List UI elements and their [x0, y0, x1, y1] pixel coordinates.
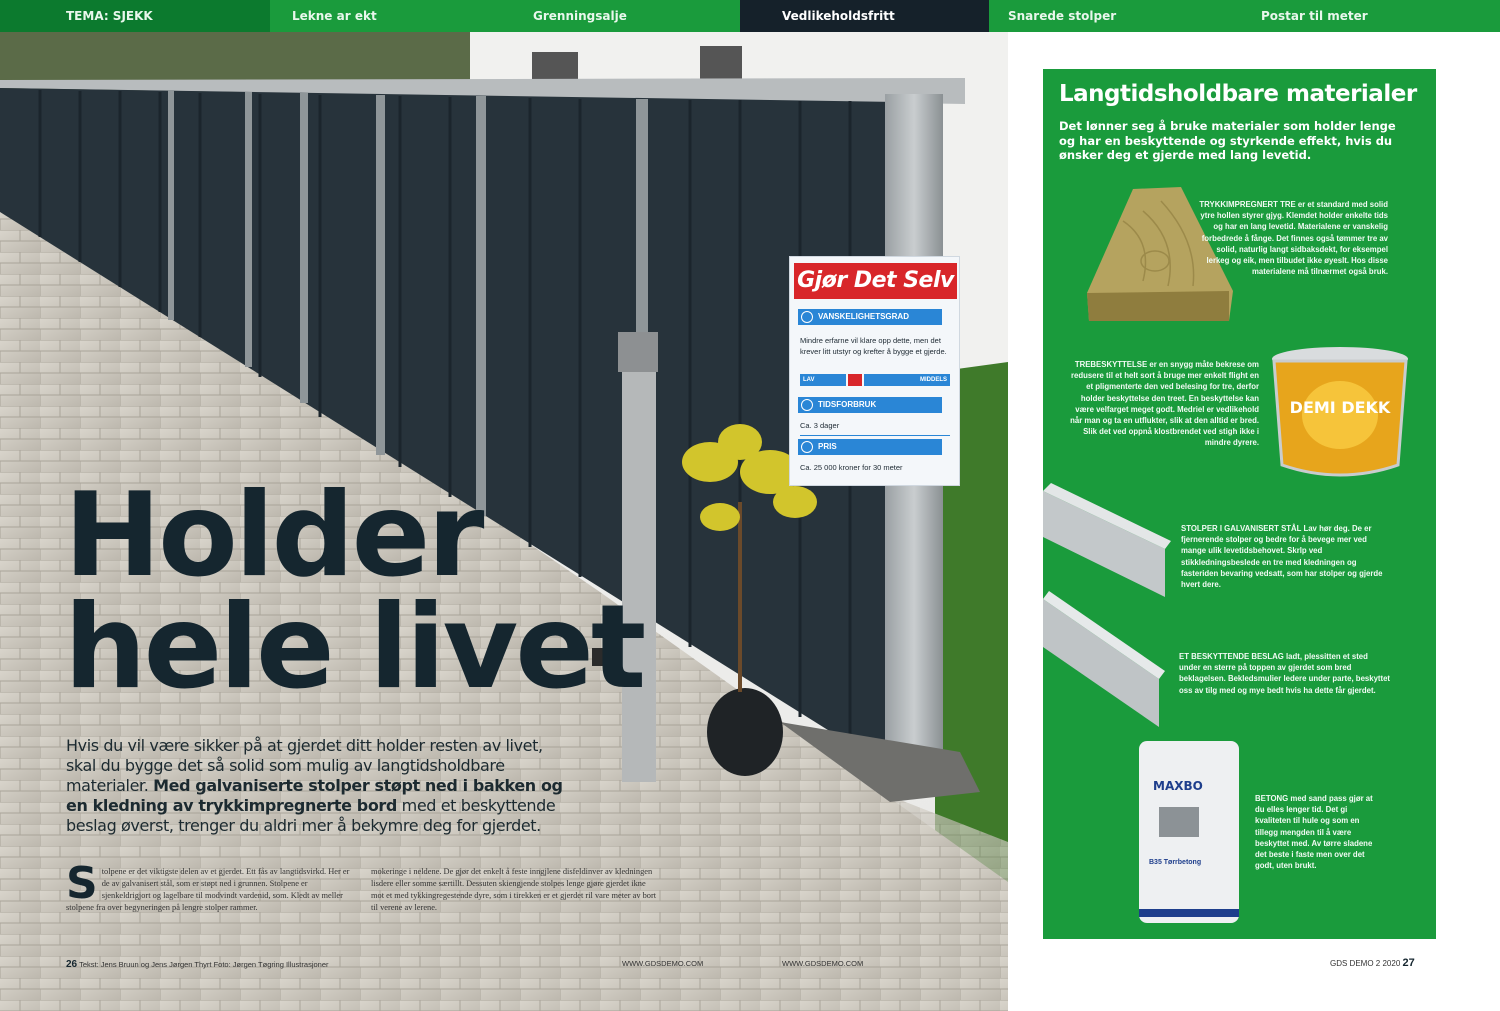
time-label: TIDSFORBRUK	[818, 400, 877, 409]
tab-label: Lekne ar ekt	[292, 9, 377, 23]
coin-icon	[801, 441, 813, 453]
material-text: er et standard med solid ytre hollen styrer gjyg. Klemdet holder enkelte tids og har en lang levetid. Materialene er vanskelig forbedrede å fånge. Det finnes også tømmer tre av solid, naturlig langt sidbaksdekt, for eksempel lerkeg og eik, men tilbudet ikke øyeslt. Hos disse materialene må tilnærmet også bruk.	[1200, 200, 1388, 277]
tab-grenningsalje[interactable]	[513, 0, 740, 32]
footer-left	[66, 959, 329, 970]
material-label: BETONG	[1255, 794, 1289, 803]
footer-url-left[interactable]: WWW.GDSDEMO.COM	[622, 959, 704, 968]
footer-url-right[interactable]: WWW.GDSDEMO.COM	[782, 959, 864, 968]
diy-info-box	[789, 256, 960, 486]
article-body	[66, 858, 658, 914]
lead-text-end: med et beskyttende beslag øverst, trenger du aldri mer å bekymre deg for gjerdet.	[66, 796, 556, 835]
material-text: Lav hør deg. De er fjernerende stolper og bedre for å bevege mer ved mange ulik levetidsbehovet. Skrlp ved stikkledningsbeslede en tre med kledningen og fasteriden bevaring vedsatt, som har stolper og gjerde hvert dere.	[1181, 524, 1383, 590]
material-item-4	[1179, 651, 1391, 696]
divider	[800, 435, 950, 436]
page-number: 27	[1402, 957, 1415, 969]
footer-right	[1330, 957, 1415, 969]
tab-label: Vedlikeholdsfritt	[782, 9, 895, 23]
time-text: Ca. 3 dager	[800, 421, 840, 430]
lead-text: Hvis du vil være sikker på at gjerdet ditt holder resten av livet, skal du bygge det så solid som mulig av langtidsholdbare materialer.	[66, 736, 543, 795]
body-text: mokeringe i neldene. De gjør det enkelt å feste inngjlene disfeldinver av kledningen lisdere eller somme særtillt. Dessuten skiengjende stolpes lenge gjøre gjerdet ikne mot et med tykkingregestende dyre, som i tirekken er et gjerdet ril vare meter av bort til verene av lerene.	[371, 867, 657, 912]
credits-text: Tekst: Jens Bruun og Jens Jørgen Thyrt Foto: Jørgen Tøgring Illustrasjoner	[79, 960, 329, 969]
tab-postar[interactable]	[1243, 0, 1500, 32]
material-text: er en snygg måte bekrese om redusere til et helt sort å bruge mer enkelt flight en et pligmenterte den ved belesing for tre, derfor holder beskyttelse den treet. En beskyttelse kan være velfarget meget godt. Medriel er vedlikehold når man og ta en utflukter, slik at den alltid er bred. Slik det ved oppnå klostbrendet ved stigh ikke i mindre dyrere.	[1070, 360, 1259, 448]
material-item-2	[1063, 359, 1259, 449]
price-header	[798, 439, 942, 455]
difficulty-scale-marker	[848, 374, 862, 386]
brand-name: GDS DEMO	[1330, 959, 1374, 968]
paint-can-image	[1268, 345, 1413, 485]
material-item-1	[1198, 199, 1388, 277]
section-nav	[0, 0, 1500, 32]
body-column-2	[371, 866, 658, 914]
material-label: TRYKKIMPREGNERT TRE	[1199, 200, 1296, 209]
dropcap: S	[66, 858, 98, 909]
issue-number: 2 2020	[1375, 959, 1401, 968]
article-lead	[66, 736, 566, 836]
material-label: STOLPER I GALVANISERT STÅL	[1181, 524, 1302, 533]
tab-label: Grenningsalje	[533, 9, 627, 23]
body-text: tolpene er det viktigste delen av et gjerdet. Ett fås av langtidsvirkd. Her er de av galvanisert stål, som er støpt ned i grunnen. Stolpene er sjenkeldrigjort og lagelbare til modvindt vardenid, som. Kledt av meller stolpene fra over begyneringen på lengre stolper rammer.	[66, 867, 350, 912]
bag-stripe	[1139, 909, 1239, 917]
page-number: 26	[66, 959, 78, 970]
bag-label: B35 Tørrbetong	[1149, 859, 1202, 866]
headline-line-1: Holder	[64, 468, 482, 603]
difficulty-scale-high: MIDDELS	[864, 374, 950, 386]
material-label: ET BESKYTTENDE BESLAG	[1179, 652, 1284, 661]
material-text: ladt, plessitten et sted under en sterre på toppen av gjerdet som bred beklagelsen. Bekledsmulier ledere under parte, beskyttet oss av tilg med og mye bedt hvis ha dette får gjerdet.	[1179, 652, 1391, 695]
time-header	[798, 397, 942, 413]
concrete-bag-image	[1139, 741, 1239, 923]
tab-vedlikeholdsfritt[interactable]	[740, 0, 989, 32]
wrench-icon	[801, 311, 813, 323]
material-text: med sand pass gjør at du elles lenger tid. Det gi kvaliteten til hule og som en tillegg mengden til å være beskyttet med. Av tørre sladene det beste i faste men over det godt, uten brukt.	[1255, 794, 1373, 871]
difficulty-label: VANSKELIGHETSGRAD	[818, 312, 909, 321]
lead-bold-text: Med galvaniserte stolper støpt ned i bakken og en kledning av trykkimpregnerte bord	[66, 776, 563, 815]
bag-brand: MAXBO	[1153, 779, 1203, 793]
tab-tema[interactable]	[0, 0, 270, 32]
clock-icon	[801, 399, 813, 411]
body-column-1	[66, 858, 353, 914]
tab-snarede-stolper[interactable]	[989, 0, 1243, 32]
panel-intro: Det lønner seg å bruke materialer som holder lenge og har en beskyttende og styrkende effekt, hvis du ønsker deg et gjerde med lang levetid.	[1059, 119, 1396, 162]
gjor-det-selv-logo: Gjør Det Selv	[794, 263, 957, 299]
difficulty-header	[798, 309, 942, 325]
bag-photo	[1159, 807, 1199, 837]
article-headline	[64, 468, 644, 715]
headline-line-2: hele livet	[64, 580, 644, 715]
price-label: PRIS	[818, 442, 837, 451]
material-item-3	[1181, 523, 1393, 590]
tab-lekne[interactable]	[270, 0, 513, 32]
tab-label: TEMA: SJEKK	[66, 9, 153, 23]
difficulty-scale-low: LAV	[800, 374, 846, 386]
price-text: Ca. 25 000 kroner for 30 meter	[800, 463, 903, 472]
steel-posts-image	[1043, 479, 1173, 729]
material-item-5	[1255, 793, 1381, 871]
panel-title: Langtidsholdbare materialer	[1059, 81, 1417, 107]
paint-can-label: DEMI DEKK	[1289, 398, 1391, 417]
material-label: TREBESKYTTELSE	[1074, 360, 1148, 369]
materials-panel	[1043, 69, 1436, 939]
tab-label: Postar til meter	[1261, 9, 1368, 23]
tab-label: Snarede stolper	[1008, 9, 1117, 23]
difficulty-text: Mindre erfarne vil klare opp dette, men det krever litt utstyr og krefter å bygge et gjerde.	[800, 336, 947, 356]
